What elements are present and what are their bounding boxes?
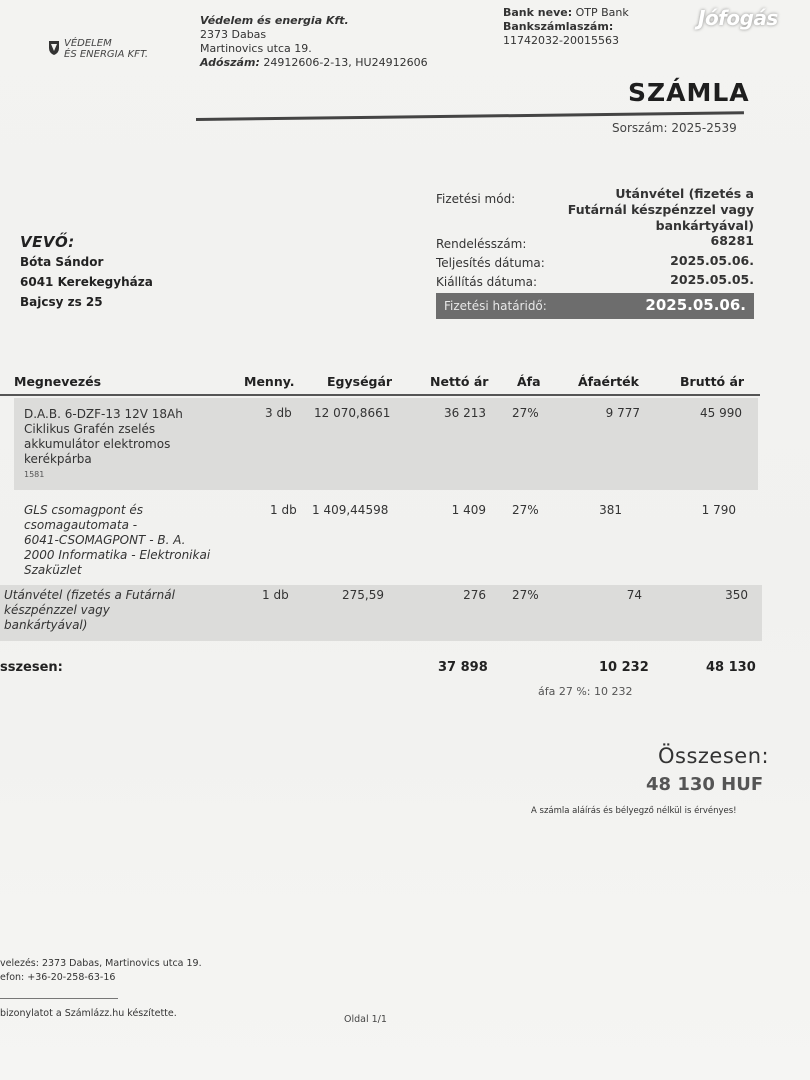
title-rule — [196, 111, 744, 121]
item-1-code: 1581 — [24, 470, 45, 479]
item-2-name — [24, 503, 210, 578]
payment-deadline-box — [436, 293, 754, 319]
item-2-unit-price: 1 409,44598 — [312, 503, 389, 517]
item-3-unit-price: 275,59 — [342, 588, 384, 602]
col-unit-price-header: Egységár — [327, 374, 393, 389]
seller-zip-city: 2373 Dabas — [200, 28, 267, 41]
seller-name: Védelem és energia Kft. — [200, 14, 349, 27]
item-3-gross: 350 — [725, 588, 748, 602]
invoice-title: SZÁMLA — [628, 78, 750, 107]
bank-account-label: Bankszámlaszám: — [503, 20, 614, 33]
payment-method-line-3: bankártyával) — [655, 218, 754, 233]
logo-line-2: ÉS ENERGIA KFT. — [64, 49, 149, 60]
item-3-qty: 1 db — [262, 588, 289, 602]
item-3-line-3: bankártyával) — [4, 618, 88, 632]
item-1-line-2: Ciklikus Grafén zselés — [24, 422, 156, 436]
due-date-label: Fizetési határidő: — [444, 299, 547, 313]
col-name-header: Megnevezés — [14, 374, 102, 389]
buyer-street: Bajcsy zs 25 — [20, 295, 103, 309]
grand-total-label: Összesen: — [658, 744, 770, 768]
payment-method-label: Fizetési mód: — [436, 192, 516, 206]
footer-phone: efon: +36-20-258-63-16 — [0, 972, 116, 983]
item-3-line-2: készpénzzel vagy — [4, 603, 110, 617]
buyer-zip-city: 6041 Kerekegyháza — [20, 275, 153, 289]
page-number: Oldal 1/1 — [344, 1014, 387, 1025]
item-2-gross: 1 790 — [701, 503, 736, 517]
bank-block — [503, 6, 629, 48]
seller-block — [200, 14, 428, 70]
item-3-name — [4, 588, 175, 633]
col-vat-amount-header: Áfaérték — [578, 374, 639, 389]
item-2-vat-amount: 381 — [599, 503, 622, 517]
due-date-value: 2025.05.06. — [645, 296, 746, 314]
item-3-line-1: Utánvétel (fizetés a Futárnál — [4, 588, 175, 602]
company-logo-text — [64, 38, 148, 60]
order-number-label: Rendelésszám: — [436, 237, 527, 251]
item-2-line-5: Szaküzlet — [24, 563, 82, 577]
item-1-gross: 45 990 — [700, 406, 742, 420]
item-2-line-1: GLS csomagpont és — [24, 503, 143, 517]
item-2-net: 1 409 — [451, 503, 486, 517]
seller-street: Martinovics utca 19. — [200, 42, 312, 55]
bank-account-value: 11742032-20015563 — [503, 34, 619, 47]
item-1-vat-amount: 9 777 — [605, 406, 640, 420]
issue-date-label: Kiállítás dátuma: — [436, 275, 538, 289]
item-1-name — [24, 407, 183, 482]
vat-breakdown-label: áfa 27 %: — [538, 685, 591, 698]
col-qty-header: Menny. — [244, 374, 295, 389]
total-gross: 48 130 — [706, 660, 756, 675]
bank-name-label: Bank neve: — [503, 6, 573, 19]
watermark-logo: Jófogás — [698, 6, 778, 30]
issue-date-value: 2025.05.05. — [670, 272, 754, 287]
item-1-vat: 27% — [512, 406, 539, 420]
col-gross-header: Bruttó ár — [680, 374, 745, 389]
invoice-serial — [612, 121, 737, 135]
total-vat: 10 232 — [599, 660, 649, 675]
footer-rule — [0, 998, 118, 999]
header-rule — [0, 394, 760, 396]
item-1-net: 36 213 — [444, 406, 486, 420]
total-label: sszesen: — [0, 660, 63, 675]
col-net-header: Nettó ár — [430, 374, 489, 389]
item-2-line-3: 6041-CSOMAGPONT - B. A. — [24, 533, 186, 547]
vat-breakdown — [538, 685, 633, 698]
item-2-qty: 1 db — [270, 503, 297, 517]
fulfilment-date-label: Teljesítés dátuma: — [436, 256, 545, 270]
item-1-line-1: D.A.B. 6-DZF-13 12V 18Ah — [24, 407, 183, 421]
item-2-line-4: 2000 Informatika - Elektronikai — [24, 548, 211, 562]
fulfilment-date-value: 2025.05.06. — [670, 253, 754, 268]
footer-address: velezés: 2373 Dabas, Martinovics utca 19. — [0, 958, 202, 969]
logo-line-1: VÉDELEM — [64, 38, 112, 49]
buyer-block — [20, 232, 153, 312]
vat-breakdown-value: 10 232 — [594, 685, 633, 698]
validity-note: A számla aláírás és bélyegző nélkül is érvényes! — [531, 806, 737, 816]
seller-tax-label: Adószám: — [200, 56, 260, 69]
bank-name-value: OTP Bank — [575, 6, 629, 19]
serial-value: 2025-2539 — [671, 121, 737, 135]
item-1-unit-price: 12 070,8661 — [314, 406, 391, 420]
item-3-net: 276 — [463, 588, 486, 602]
shield-logo-icon — [48, 40, 60, 56]
payment-method-line-1: Utánvétel (fizetés a — [615, 186, 754, 201]
seller-tax-value: 24912606-2-13, HU24912606 — [263, 56, 428, 69]
payment-method-line-2: Futárnál készpénzzel vagy — [567, 202, 754, 217]
item-1-qty: 3 db — [265, 406, 292, 420]
item-3-vat-amount: 74 — [626, 588, 642, 602]
item-2-line-2: csomagautomata - — [24, 518, 138, 532]
item-1-line-4: kerékpárba — [24, 452, 92, 466]
items-table-header — [0, 374, 760, 392]
serial-label: Sorszám: — [612, 121, 668, 135]
item-2-vat: 27% — [512, 503, 539, 517]
item-1-line-3: akkumulátor elektromos — [24, 437, 171, 451]
grand-total-value: 48 130 HUF — [646, 774, 764, 795]
col-vat-header: Áfa — [517, 374, 541, 389]
buyer-name: Bóta Sándor — [20, 255, 104, 269]
order-number-value: 68281 — [710, 233, 754, 248]
total-net: 37 898 — [438, 660, 488, 675]
item-3-vat: 27% — [512, 588, 539, 602]
footer-made-by: bizonylatot a Számlázz.hu készítette. — [0, 1008, 177, 1019]
buyer-label: VEVŐ: — [20, 233, 75, 251]
